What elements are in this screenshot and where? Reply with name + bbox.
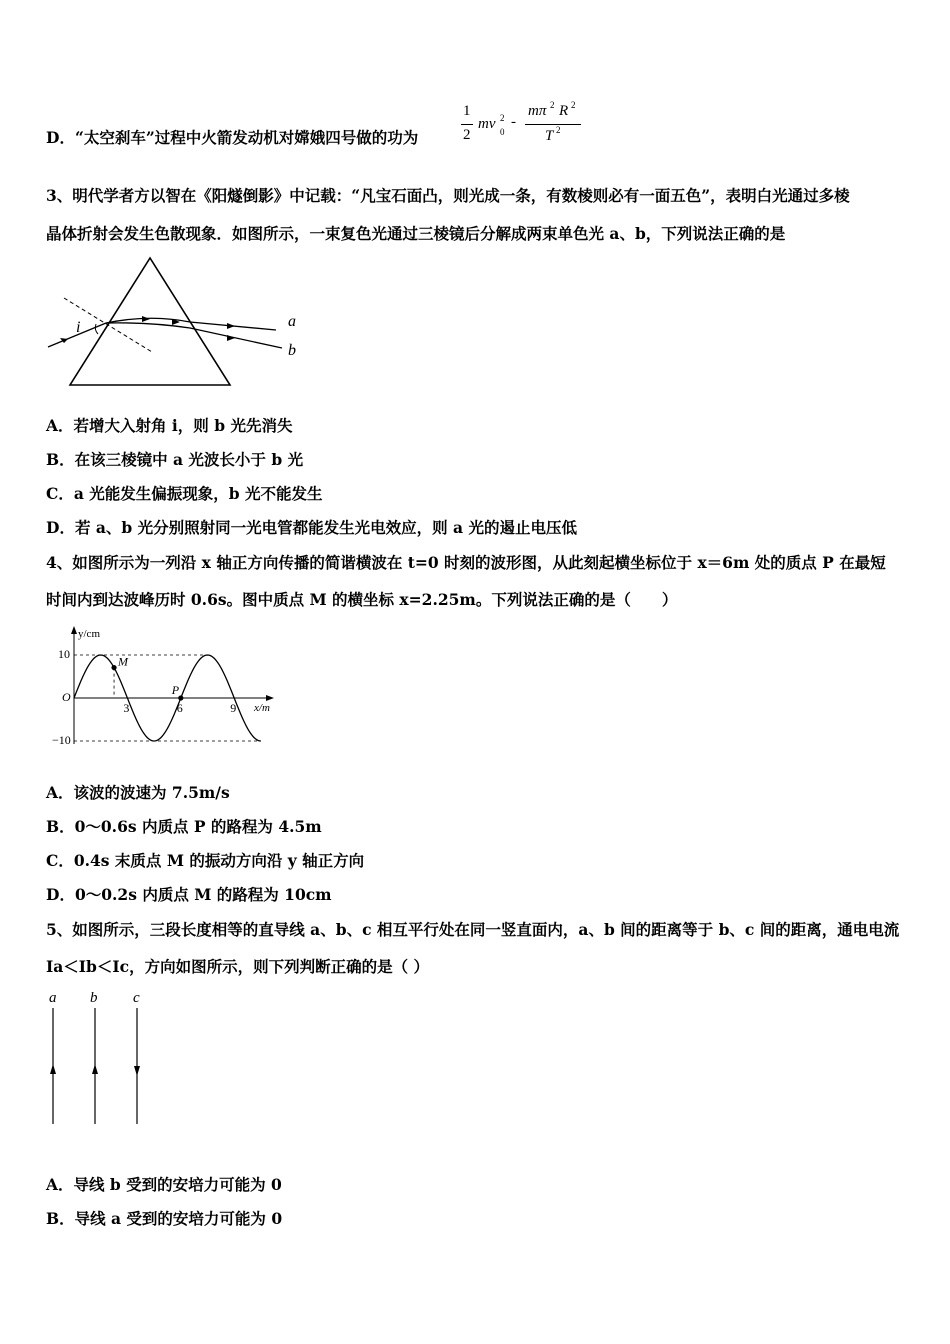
formula-frac2-bar: [525, 124, 581, 125]
x-axis-label: x/m: [254, 702, 270, 714]
q4-option-c: C．0.4s 末质点 M 的振动方向沿 y 轴正方向: [46, 851, 365, 870]
q3-option-d: D．若 a、b 光分别照射同一光电管都能发生光电效应，则 a 光的遏止电压低: [46, 518, 577, 537]
q5-stem-line2: Ia＜Ib＜Ic，方向如图所示，则下列判断正确的是（ ）: [46, 957, 429, 976]
wire-a-arrow-up: [50, 1064, 56, 1074]
label-b: b: [288, 342, 296, 359]
point-m-label: M: [118, 654, 129, 669]
q2-option-d-text: D．“太空刹车”过程中火箭发动机对嫦娥四号做的功为: [46, 128, 419, 147]
formula-sup2: 2: [500, 113, 505, 123]
y-axis-arrow: [71, 626, 77, 634]
wire-b-arrow-up: [92, 1064, 98, 1074]
wire-c-arrow-down: [134, 1066, 140, 1076]
x-tick-3: 3: [123, 701, 130, 715]
x-tick-6: 6: [176, 701, 183, 715]
angle-arc: [95, 324, 98, 334]
x-tick-9: 9: [230, 701, 237, 715]
formula-frac2-num: mπ: [528, 103, 547, 119]
q4-option-d: D．0～0.2s 内质点 M 的路程为 10cm: [46, 885, 332, 904]
formula-frac2-den: T: [545, 128, 554, 144]
wire-a-label: a: [49, 990, 57, 1006]
y-tick-10: 10: [58, 647, 70, 661]
formula-frac2-r-sup: 2: [571, 100, 576, 110]
y-tick-neg10: −10: [52, 733, 71, 747]
prism-triangle: [70, 258, 230, 385]
q5-option-b: B．导线 a 受到的安培力可能为 0: [46, 1209, 283, 1228]
formula-minus: -: [511, 114, 516, 130]
label-i: i: [76, 319, 81, 336]
arrow-mid-1: [142, 316, 150, 322]
formula-frac2-num-sup: 2: [550, 100, 555, 110]
q3-stem-line1: 3、明代学者方以智在《阳燧倒影》中记载：“凡宝石面凸，则光成一条，有数棱则必有一面五色”，表明白光通过多棱: [46, 186, 850, 205]
point-p-label: P: [171, 683, 180, 697]
formula-frac1-num: 1: [463, 103, 471, 119]
formula-frac1-bar: [461, 124, 473, 125]
q3-option-b: B．在该三棱镜中 a 光波长小于 b 光: [46, 450, 304, 469]
q3-option-c: C．a 光能发生偏振现象，b 光不能发生: [46, 484, 323, 503]
formula-sub0: 0: [500, 127, 505, 137]
formula-frac2-den-sup: 2: [556, 125, 561, 135]
formula-mv: mv: [478, 116, 496, 132]
point-m: [111, 665, 116, 670]
q3-option-a: A．若增大入射角 i，则 b 光先消失: [46, 416, 293, 435]
origin-label: O: [62, 690, 71, 704]
arrow-b: [227, 335, 235, 341]
q5-stem-line1: 5、如图所示，三段长度相等的直导线 a、b、c 相互平行处在同一竖直面内，a、b 间的距离等于 b、c 间的距离，通电电流: [46, 920, 900, 939]
wire-b-label: b: [90, 990, 98, 1006]
x-axis-arrow: [266, 695, 274, 701]
q2-option-d: [46, 128, 418, 148]
y-axis-label: y/cm: [78, 628, 100, 640]
q4-option-b: B．0～0.6s 内质点 P 的路程为 4.5m: [46, 817, 322, 836]
q5-option-a: A．导线 b 受到的安培力可能为 0: [46, 1175, 282, 1194]
formula-frac2-r: R: [559, 103, 569, 119]
q3-stem-line2: 晶体折射会发生色散现象．如图所示，一束复色光通过三棱镜后分解成两束单色光 a、b，下列说法正确的是: [46, 224, 786, 243]
wave-chart: [40, 622, 290, 752]
arrow-a: [227, 323, 235, 329]
prism-figure: [40, 252, 320, 392]
label-a: a: [288, 313, 296, 330]
q4-stem-line2: 时间内到达波峰历时 0.6s。图中质点 M 的横坐标 x=2.25m。下列说法正确的是（ ）: [46, 590, 678, 609]
wire-c-label: c: [133, 990, 140, 1006]
q4-stem-line1: 4、如图所示为一列沿 x 轴正方向传播的简谐横波在 t=0 时刻的波形图，从此刻起横坐标位于 x＝6m 处的质点 P 在最短: [46, 553, 886, 572]
formula-frac1-den: 2: [463, 127, 471, 143]
wires-figure: [40, 986, 170, 1131]
q4-option-a: A．该波的波速为 7.5m/s: [46, 783, 230, 802]
